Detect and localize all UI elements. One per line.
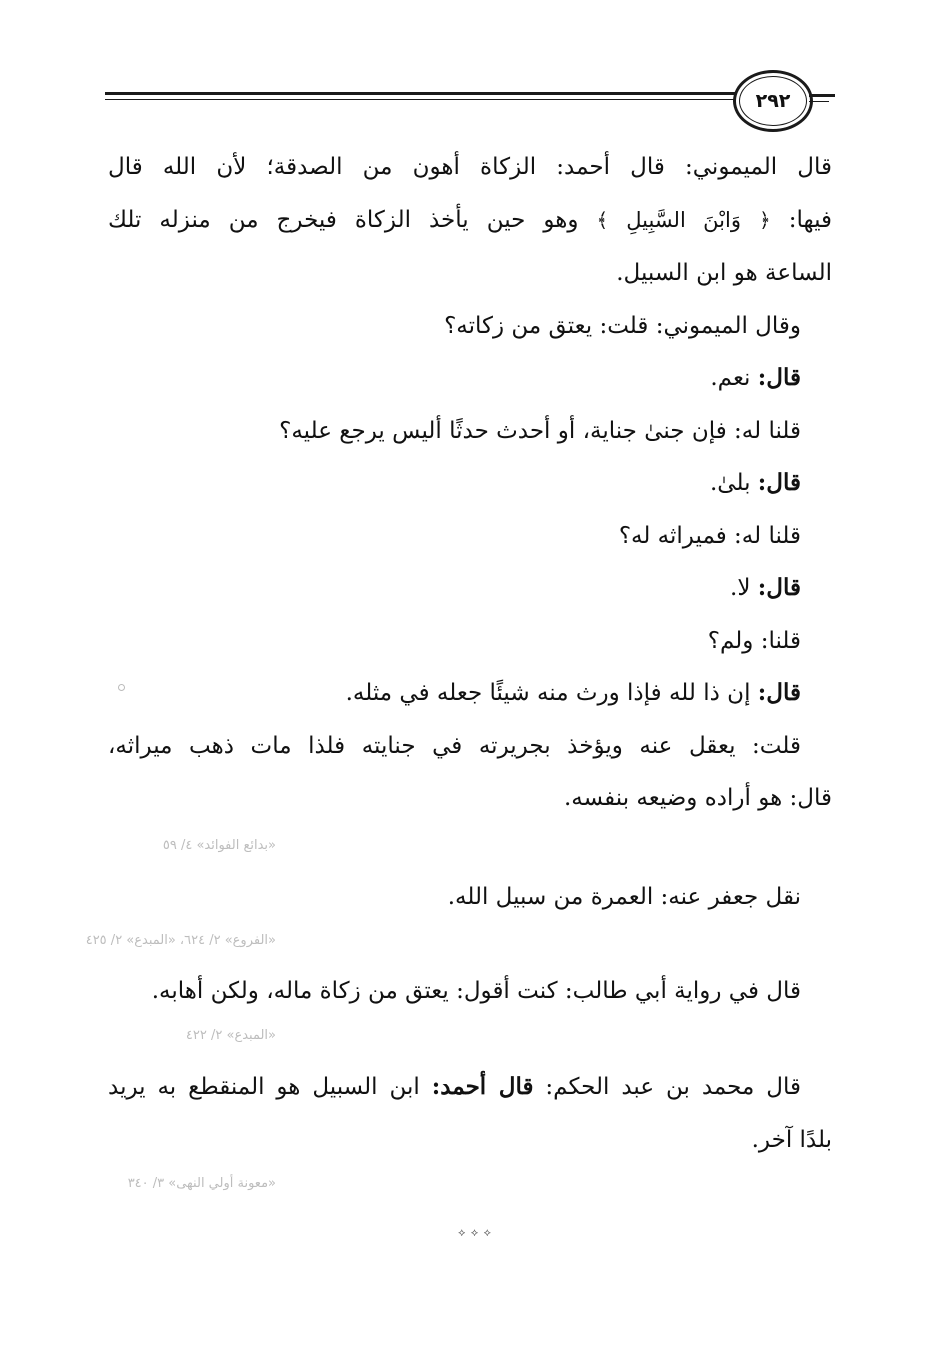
header-rule-tail [809,94,835,97]
line-16-prefix: قال محمد بن عبد الحكم: [545,1074,801,1100]
paragraph-line-4: وقال الميموني: قلت: يعتق من زكاته؟ [444,313,801,339]
dialogue-line-7 [710,466,801,500]
said-text: نعم. [710,365,751,391]
source-reference-4: «معونة أولي النهى» ٣/ ٣٤٠ [127,1176,276,1191]
line-16-suffix: ابن السبيل هو المنقطع به يريد [108,1074,420,1100]
dialogue-line-6: قلنا له: فإن جنىٰ جناية، أو أحدث حدثًا أليس يرجع عليه؟ [279,418,801,444]
said-ahmad-label: قال أحمد: [431,1073,534,1100]
dialogue-line-12: قلت: يعقل عنه ويؤخذ بجريرته في جنايته فلذا مات ذهب ميراثه، [108,733,801,759]
header-rule-thin [105,99,735,100]
page-header [105,68,835,128]
said-text: لا. [730,575,751,601]
said-label: قال: [757,469,801,496]
source-reference-2: «الفروع» ٢/ ٦٢٤، «المبدع» ٢/ ٤٢٥ [85,933,276,948]
paragraph-line-3: الساعة هو ابن السبيل. [616,260,832,286]
paragraph-line-2 [108,203,832,237]
section-end-ornament: ⟡ ⟡ ⟡ [458,1226,492,1239]
page-number-medallion [733,70,813,132]
dialogue-line-11 [346,676,801,710]
said-label: قال: [757,574,801,601]
quran-open-bracket: ﴿ [759,208,771,232]
quran-close-bracket: ﴾ [596,208,609,232]
said-label: قال: [757,364,801,391]
said-label: قال: [757,679,801,706]
line-2-suffix: وهو حين يأخذ الزكاة فيخرج من منزله تلك [108,207,579,233]
paragraph-line-1: قال الميموني: قال أحمد: الزكاة أهون من الصدقة؛ لأن الله قال [108,154,832,180]
said-text: بلىٰ. [709,470,751,496]
quran-verse: وَابْنَ السَّبِيلِ [626,208,741,232]
dialogue-line-10: قلنا: ولم؟ [707,628,801,654]
dialogue-line-13: قال: هو أراده وضيعه بنفسه. [563,785,832,811]
scan-speck [118,684,125,691]
dialogue-line-9 [730,571,801,605]
dialogue-line-5 [710,361,801,395]
page-number: ٢٩٢ [755,90,791,112]
line-2-prefix: فيها: [788,207,833,233]
narration-line-14: نقل جعفر عنه: العمرة من سبيل الله. [447,884,801,910]
header-rule-tail-thin [809,101,829,102]
narration-line-17: بلدًا آخر. [751,1127,832,1153]
source-reference-3: «المبدع» ٢/ ٤٢٢ [185,1028,276,1043]
narration-line-16 [108,1070,801,1104]
header-rule-thick [105,92,735,95]
said-text: إن ذا لله فإذا ورث منه شيئًا جعله في مثله. [345,680,751,706]
narration-line-15: قال في رواية أبي طالب: كنت أقول: يعتق من زكاة ماله، ولكن أهابه. [151,978,801,1004]
source-reference-1: «بدائع الفوائد» ٤/ ٥٩ [162,838,276,853]
dialogue-line-8: قلنا له: فميراثه له؟ [618,523,801,549]
